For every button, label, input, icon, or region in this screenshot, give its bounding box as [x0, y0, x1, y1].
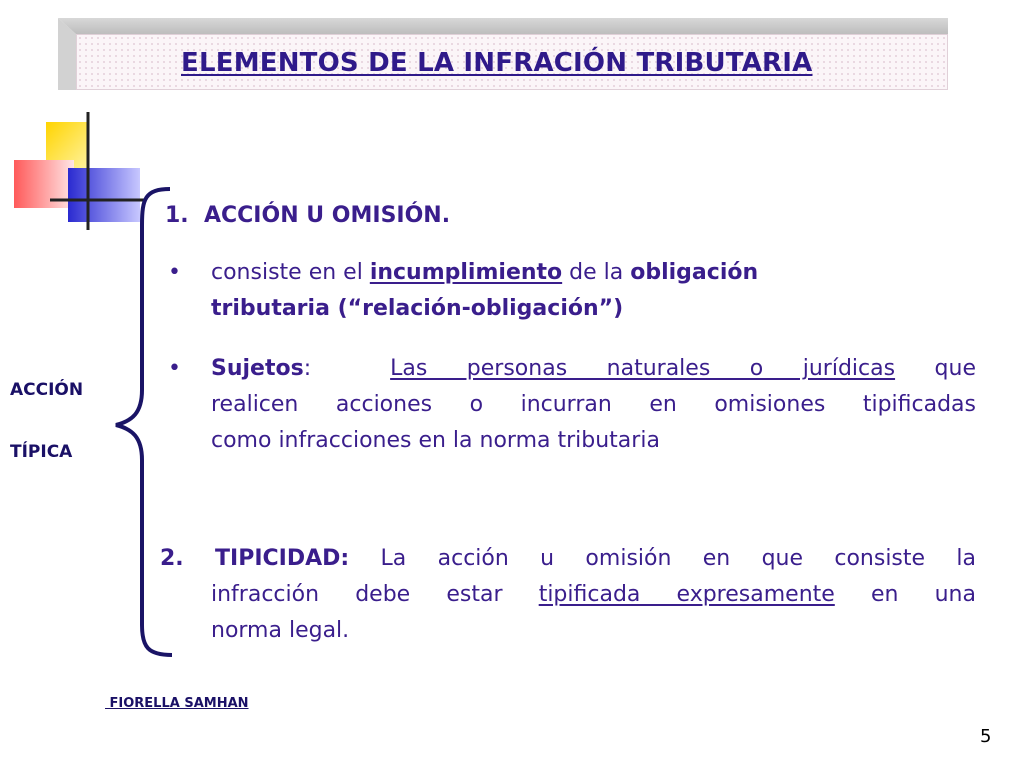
side-label-tipica: TÍPICA	[10, 442, 73, 462]
sujetos-term: Las personas naturales o jurídicas	[390, 356, 896, 381]
side-label-accion: ACCIÓN	[10, 380, 84, 400]
item1-heading: 1. ACCIÓN U OMISIÓN.	[165, 203, 451, 228]
item2-line2: infracción debe estar tipificada expresamente en una	[211, 582, 976, 607]
item2	[160, 541, 976, 649]
footer-author	[105, 696, 249, 711]
slide-title: ELEMENTOS DE LA INFRACIÓN TRIBUTARIA	[181, 48, 813, 78]
bullet2-text	[211, 351, 976, 459]
bullet2-line2: realicen acciones o incurran en omisiones tipificadas	[211, 392, 976, 417]
page-number: 5	[980, 726, 992, 747]
tipificada-term: tipificada expresamente	[538, 582, 835, 607]
author-name: FIORELLA SAMHAN	[105, 696, 249, 711]
banner-top-bevel	[58, 18, 948, 34]
item2-line1: 2. TIPICIDAD: La acción u omisión en que consiste la	[160, 546, 976, 571]
bullet2-line1: Sujetos: Las personas naturales o jurídicas que	[211, 356, 976, 381]
bullet1-text	[211, 255, 981, 327]
bullet2-marker: •	[168, 356, 181, 381]
bullet2-line3: como infracciones en la norma tributaria	[211, 428, 660, 453]
incumplimiento-term: incumplimiento	[369, 260, 563, 285]
item2-line3: norma legal.	[211, 618, 350, 643]
bullet1-line1: consiste en el incumplimiento de la obligación	[211, 260, 759, 285]
bullet1-line2: tributaria (“relación-obligación”)	[211, 296, 624, 321]
bullet1-marker: •	[168, 260, 181, 285]
